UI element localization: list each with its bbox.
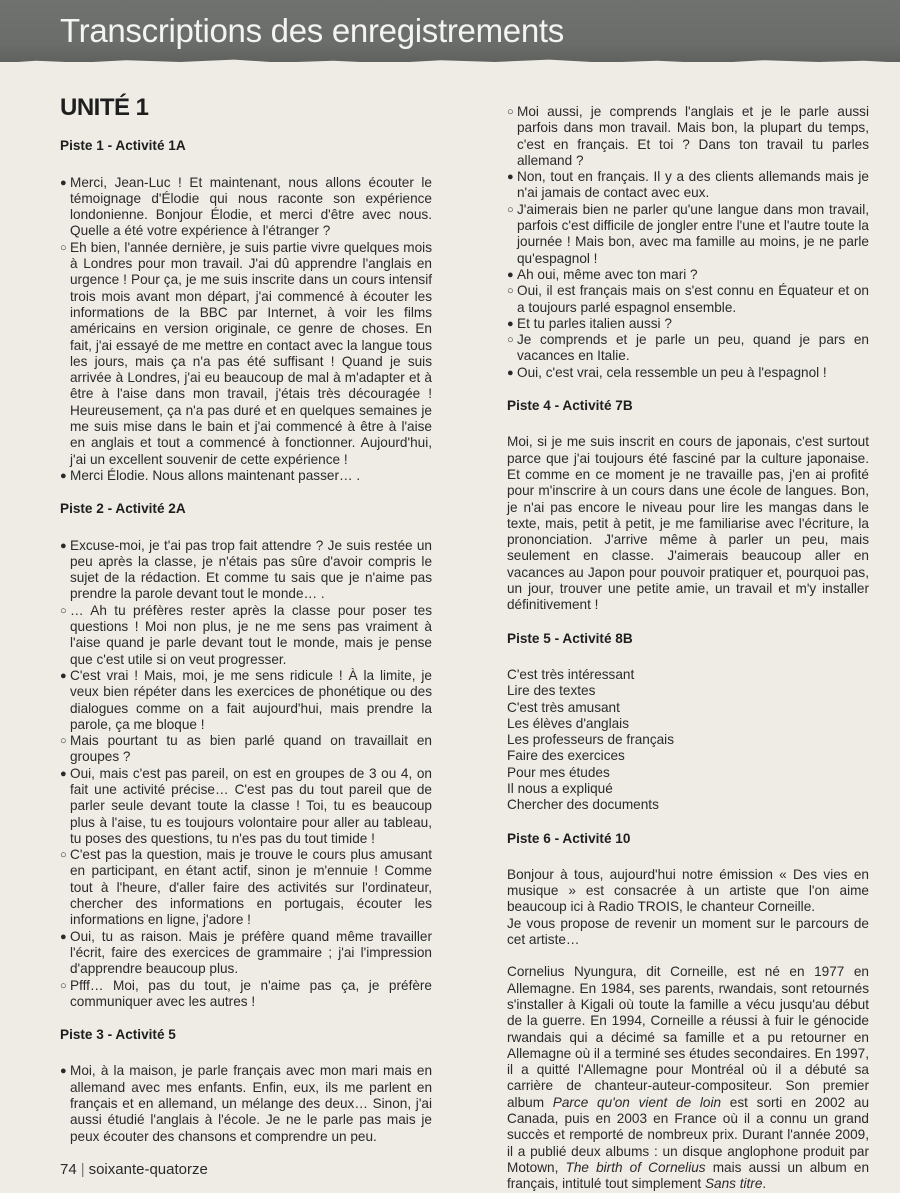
dialog-line: [60, 603, 432, 668]
speaker-b-bullet-icon: ○: [507, 285, 514, 298]
bio-text: est sorti en 2002 au Canada, puis en 2003 en France où il a connu un grand succès et remporté de nombreux prix. Durant l'année 2009, il a publié deux albums : un disque anglophone produit par Motown,: [507, 1094, 870, 1175]
bio-text: mais aussi un album en français, intitulé tout simplement: [507, 1159, 870, 1192]
dialog-text: Mais pourtant tu as bien parlé quand on travaillait en groupes ?: [70, 733, 432, 765]
album-title: Sans titre: [704, 1176, 763, 1192]
speaker-b-bullet-icon: ○: [60, 604, 67, 617]
intro-text-2: Je vous propose de revenir un moment sur le parcours de cet artiste…: [507, 915, 869, 948]
speaker-a-bullet-icon: ●: [507, 171, 514, 184]
dialog-text: Pfff… Moi, pas du tout, je n'aime pas ça, je préfère communiquer avec les autres !: [70, 977, 432, 1009]
dialog-line: [60, 1063, 432, 1144]
dialog-line: [507, 365, 869, 381]
dialog-line: [507, 267, 869, 283]
dialog-line: [60, 929, 432, 978]
dialog-text: Merci Élodie. Nous allons maintenant passer… .: [70, 467, 361, 483]
speaker-a-bullet-icon: ●: [60, 930, 67, 943]
track-1-dialog: [60, 175, 432, 485]
dialog-line: [507, 316, 869, 332]
track-6-intro: [507, 867, 869, 948]
track-1-title: Piste 1 - Activité 1A: [60, 138, 186, 154]
intro-text: Bonjour à tous, aujourd'hui notre émission « Des vies en musique » est consacrée à un artiste que l'on aime beaucoup ici à Radio TROIS, le chanteur Corneille.: [507, 866, 869, 915]
dialog-text: J'aimerais bien ne parler qu'une langue dans mon travail, parfois c'est difficile de jongler entre l'une et l'autre toute la journée ! Mais bon, avec ma famille au moins, je ne parle qu'espagnol !: [517, 201, 869, 266]
dialog-line: [60, 468, 432, 484]
speaker-a-bullet-icon: ●: [60, 539, 67, 552]
list-item: Les élèves d'anglais: [507, 715, 629, 731]
page-number-words: soixante-quatorze: [88, 1161, 208, 1178]
unit-title: UNITÉ 1: [60, 94, 149, 121]
dialog-line: [507, 169, 869, 202]
dialog-text: Oui, mais c'est pas pareil, on est en groupes de 3 ou 4, on fait une activité précise… C'est pas du tout pareil que de parler seule devant toute la classe ! Toi, tu es beaucoup plus à l'aise, tu es toujours volontaire pour aller au tableau, tu poses des questions, tu n'es pas du tout timide !: [70, 765, 432, 846]
speaker-b-bullet-icon: ○: [60, 849, 67, 862]
list-item: Faire des exercices: [507, 748, 625, 764]
dialog-text: Je comprends et je parle un peu, quand je pars en vacances en Italie.: [517, 332, 869, 364]
speaker-b-bullet-icon: ○: [507, 106, 514, 118]
page-footer: [60, 1161, 208, 1178]
track-2-dialog: [60, 538, 432, 1011]
dialog-line: [60, 175, 432, 240]
dialog-text: Non, tout en français. Il y a des clients allemands mais je n'ai jamais de contact avec eux.: [517, 169, 869, 201]
dialog-text: … Ah tu préfères rester après la classe pour poser tes questions ! Moi non plus, je ne me sens pas vraiment à l'aise quand je parle devant tout le monde, mais je pense que c'est utile si on veut progresser.: [70, 602, 432, 667]
list-item: Pour mes études: [507, 764, 610, 780]
speaker-b-bullet-icon: ○: [507, 203, 514, 216]
speaker-a-bullet-icon: ●: [507, 317, 514, 330]
speaker-a-bullet-icon: ●: [507, 366, 514, 379]
speaker-b-bullet-icon: ○: [60, 979, 67, 992]
dialog-line: [60, 847, 432, 928]
dialog-line: [507, 202, 869, 267]
dialog-line: [60, 978, 432, 1011]
track-4-text: Moi, si je me suis inscrit en cours de japonais, c'est surtout parce que j'ai toujours été fasciné par la culture japonaise. Et comme en ce moment je ne travaille pas, j'en ai profité pour m'inscrire à un cours dans une école de langues. Bon, je n'ai pas encore le niveau pour lire les mangas dans le texte, mais, petit à petit, je me familiarise avec l'écriture, la prononciation. J'arrive même à parler un peu, mais seulement en classe. J'aimerais beaucoup aller en vacances au Japon pour pouvoir pratiquer et, pourquoi pas, un jour, trouver une petite amie, un travail et m'y installer définitivement !: [507, 434, 869, 613]
track-4-title: Piste 4 - Activité 7B: [507, 398, 633, 414]
dialog-line: [507, 283, 869, 316]
dialog-text: Oui, tu as raison. Mais je préfère quand même travailler l'écrit, faire des exercices de grammaire ; j'ai l'impression d'apprendre beaucoup plus.: [70, 928, 432, 977]
track-5-title: Piste 5 - Activité 8B: [507, 630, 633, 646]
list-item: Il nous a expliqué: [507, 780, 613, 796]
speaker-a-bullet-icon: ●: [60, 176, 67, 189]
header-band: [0, 0, 900, 62]
track-3-dialog-continued: [507, 104, 869, 381]
dialog-line: [507, 332, 869, 365]
dialog-text: Oui, il est français mais on s'est connu en Équateur et on a toujours parlé espagnol ensemble.: [517, 283, 869, 315]
speaker-a-bullet-icon: ●: [60, 767, 67, 780]
speaker-a-bullet-icon: ●: [60, 469, 67, 482]
speaker-b-bullet-icon: ○: [507, 334, 514, 347]
track-6-bio: [507, 964, 869, 1192]
page-number: 74: [60, 1161, 77, 1178]
track-3-title: Piste 3 - Activité 5: [60, 1027, 176, 1043]
footer-separator: |: [80, 1161, 85, 1178]
dialog-text: Et tu parles italien aussi ?: [517, 315, 672, 331]
speaker-a-bullet-icon: ●: [60, 669, 67, 682]
list-item: Lire des textes: [507, 683, 596, 699]
speaker-a-bullet-icon: ●: [507, 268, 514, 281]
dialog-text: Ah oui, même avec ton mari ?: [517, 266, 698, 282]
dialog-text: Eh bien, l'année dernière, je suis partie vivre quelques mois à Londres pour mon travail. J'ai dû apprendre l'anglais en urgence ! Pour ça, je me suis inscrite dans un cours intensif trois mois avant mon départ, j'ai commencé à écouter les informations de la BBC par Internet, à voir les films américains en version originale, ce genre de choses. En fait, j'ai essayé de me mettre en contact avec la langue tous les jours, mais ça n'a pas été suffisant ! Quand je suis arrivée à Londres, j'ai eu beaucoup de mal à m'adapter et à être à l'aise dans mon travail, j'étais très découragée ! Heureusement, ça n'a pas duré et en quelques semaines je me suis mise dans le bain et j'ai commencé à être à l'aise en anglais et tout a commencé à fonctionner. Aujourd'hui, j'ai un excellent souvenir de cette expérience !: [70, 239, 432, 467]
dialog-text: Excuse-moi, je t'ai pas trop fait attendre ? Je suis restée un peu après la classe, je n'étais pas sûre d'avoir compris le sujet de la rédaction. Et comme tu sais que je n'aime pas prendre la parole devant tout le monde… .: [70, 537, 432, 602]
bio-text: Cornelius Nyungura, dit Corneille, est né en 1977 en Allemagne. En 1984, ses parents, rwandais, sont retournés s'installer à Kigali où toute la famille a vécu jusqu'au début de la guerre. En 1994, Corneille a réussi à fuir le génocide rwandais qui a décimé sa famille et a pu retourner en Allemagne où il a terminé ses études secondaires. En 1997, il a quitté l'Allemagne pour Montréal où il a débuté sa carrière de chanteur-auteur-compositeur. Son premier album: [507, 964, 869, 1110]
speaker-b-bullet-icon: ○: [60, 735, 67, 748]
track-6-title: Piste 6 - Activité 10: [507, 830, 631, 846]
dialog-text: C'est vrai ! Mais, moi, je me sens ridicule ! À la limite, je veux bien répéter dans les exercices de phonétique ou des dialogues comme on a fait aujourd'hui, mais prendre la parole, ça me bloque !: [70, 667, 432, 732]
track-3-dialog: [60, 1063, 432, 1144]
dialog-text: Merci, Jean-Luc ! Et maintenant, nous allons écouter le témoignage d'Élodie qui nous raconte son expérience londonienne. Bonjour Élodie, et merci d'être avec nous. Quelle a été votre expérience à l'étranger ?: [70, 174, 432, 239]
album-title: Parce qu'on vient de loin: [552, 1094, 722, 1110]
list-item: C'est très amusant: [507, 699, 620, 715]
dialog-line: [60, 538, 432, 603]
track-2-title: Piste 2 - Activité 2A: [60, 501, 186, 517]
right-column: [507, 104, 869, 1193]
dialog-text: Moi, à la maison, je parle français avec mon mari mais en allemand avec mes enfants. Enfin, eux, ils me parlent en français et en allemand, un mélange des deux… Sinon, j'ai aussi étudié l'anglais à l'école. Je ne le parle pas mais je peux écouter des chansons et comprendre un peu.: [70, 1063, 432, 1144]
dialog-line: [60, 240, 432, 468]
album-title: The birth of Cornelius: [565, 1159, 706, 1175]
dialog-line: [60, 766, 432, 847]
list-item: Chercher des documents: [507, 797, 659, 813]
list-item: Les professeurs de français: [507, 732, 674, 748]
page-title: Transcriptions des enregistrements: [60, 12, 564, 49]
dialog-text: Moi aussi, je comprends l'anglais et je le parle aussi parfois dans mon travail. Mais bon, la plupart du temps, c'est en français. Et toi ? Dans ton travail tu parles allemand ?: [517, 104, 869, 168]
dialog-line: [60, 668, 432, 733]
bio-text: .: [762, 1176, 767, 1192]
left-column: [60, 94, 432, 1145]
speaker-b-bullet-icon: ○: [60, 241, 67, 254]
dialog-text: C'est pas la question, mais je trouve le cours plus amusant en participant, en étant actif, sinon je m'ennuie ! Comme tout à l'heure, d'aller faire des activités sur l'ordinateur, chercher des informations en portugais, écouter les informations en ligne, j'adore !: [70, 847, 432, 928]
speaker-a-bullet-icon: ●: [60, 1065, 67, 1078]
track-5-list: [507, 667, 869, 814]
list-item: C'est très intéressant: [507, 666, 635, 682]
dialog-line: [60, 733, 432, 766]
dialog-text: Oui, c'est vrai, cela ressemble un peu à l'espagnol !: [517, 364, 827, 380]
dialog-line: [507, 104, 869, 169]
